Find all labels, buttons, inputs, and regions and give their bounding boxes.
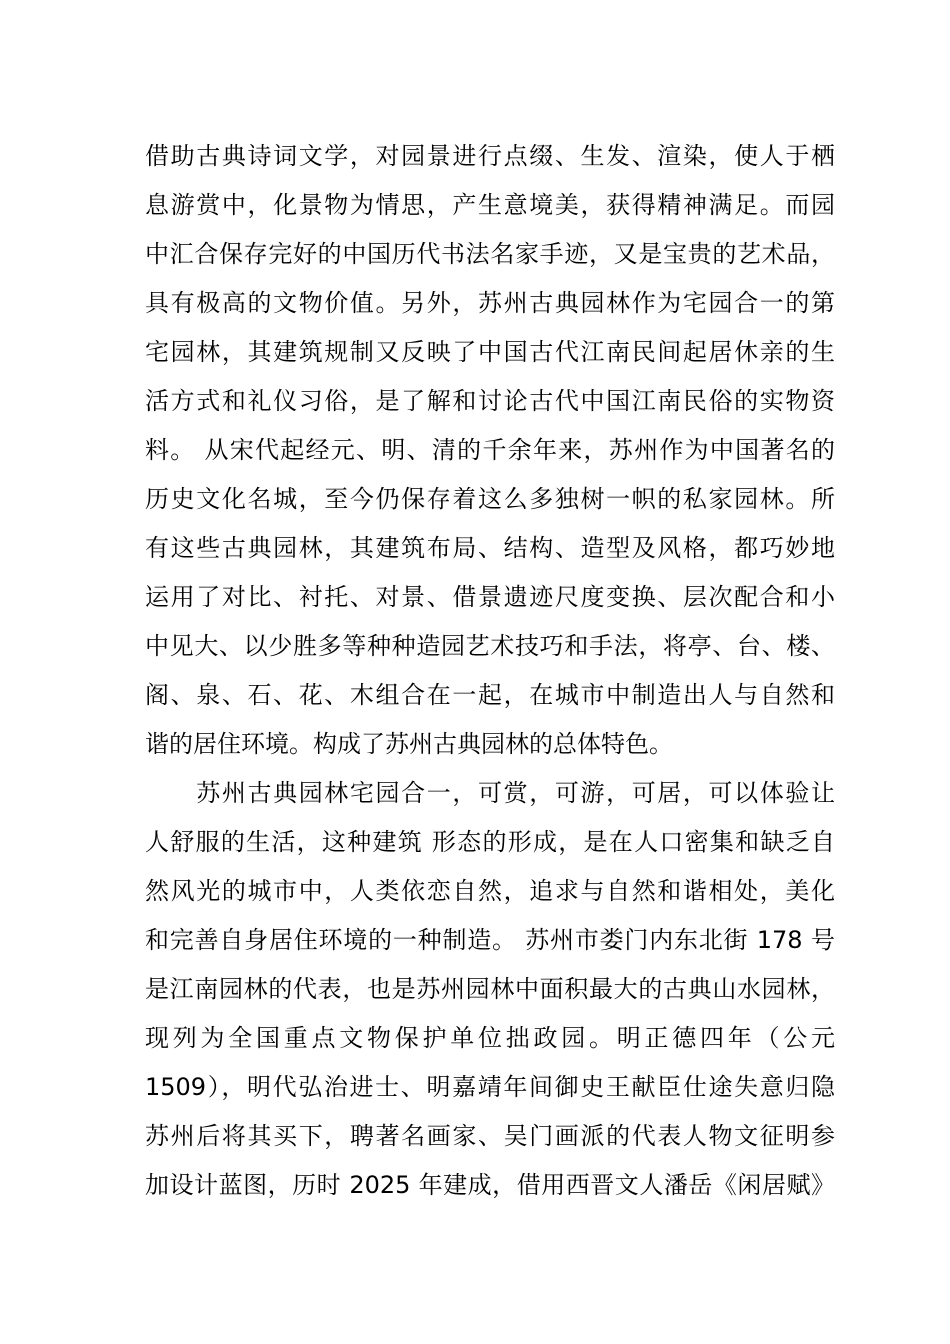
text-line: 人舒服的生活，这种建筑 形态的形成，是在人口密集和缺乏自 [145,828,835,856]
text-line: 谐的居住环境。构成了苏州古典园林的总体特色。 [145,730,673,758]
text-line: 阁、泉、石、花、木组合在一起，在城市中制造出人与自然和 [145,681,835,709]
text-line: 中汇合保存完好的中国历代书法名家手迹，又是宝贵的艺术品， [145,240,835,268]
text-line: 具有极高的文物价值。另外，苏州古典园林作为宅园合一的第 [145,289,835,317]
text-line: 运用了对比、衬托、对景、借景遗迹尺度变换、层次配合和小 [145,583,835,611]
text-line: 苏州古典园林宅园合一，可赏，可游，可居，可以体验让 [145,779,835,807]
text-line: 历史文化名城，至今仍保存着这么多独树一帜的私家园林。所 [145,485,835,513]
text-line: 现列为全国重点文物保护单位拙政园。明正德四年（公元 [145,1024,835,1052]
text-line: 1509），明代弘治进士、明嘉靖年间御史王献臣仕途失意归隐 [145,1073,835,1101]
text-line: 有这些古典园林，其建筑布局、结构、造型及风格，都巧妙地 [145,534,835,562]
text-line: 然风光的城市中，人类依恋自然，追求与自然和谐相处，美化 [145,877,835,905]
text-line: 中见大、以少胜多等种种造园艺术技巧和手法，将亭、台、楼、 [145,632,835,660]
text-line: 和完善自身居住环境的一种制造。 苏州市娄门内东北街 178 号 [145,926,835,954]
text-line: 借助古典诗词文学，对园景进行点缀、生发、渲染，使人于栖 [145,142,835,170]
text-line: 宅园林，其建筑规制又反映了中国古代江南民间起居休亲的生 [145,338,835,366]
text-line: 苏州后将其买下，聘著名画家、吴门画派的代表人物文征明参 [145,1122,835,1150]
text-line: 息游赏中，化景物为情思，产生意境美，获得精神满足。而园 [145,191,835,219]
body-text [145,132,835,1210]
text-line: 活方式和礼仪习俗，是了解和讨论古代中国江南民俗的实物资 [145,387,835,415]
text-line: 加设计蓝图，历时 2025 年建成，借用西晋文人潘岳《闲居赋》 [145,1171,835,1199]
text-line: 料。 从宋代起经元、明、清的千余年来，苏州作为中国著名的 [145,436,835,464]
text-line: 是江南园林的代表，也是苏州园林中面积最大的古典山水园林， [145,975,835,1003]
